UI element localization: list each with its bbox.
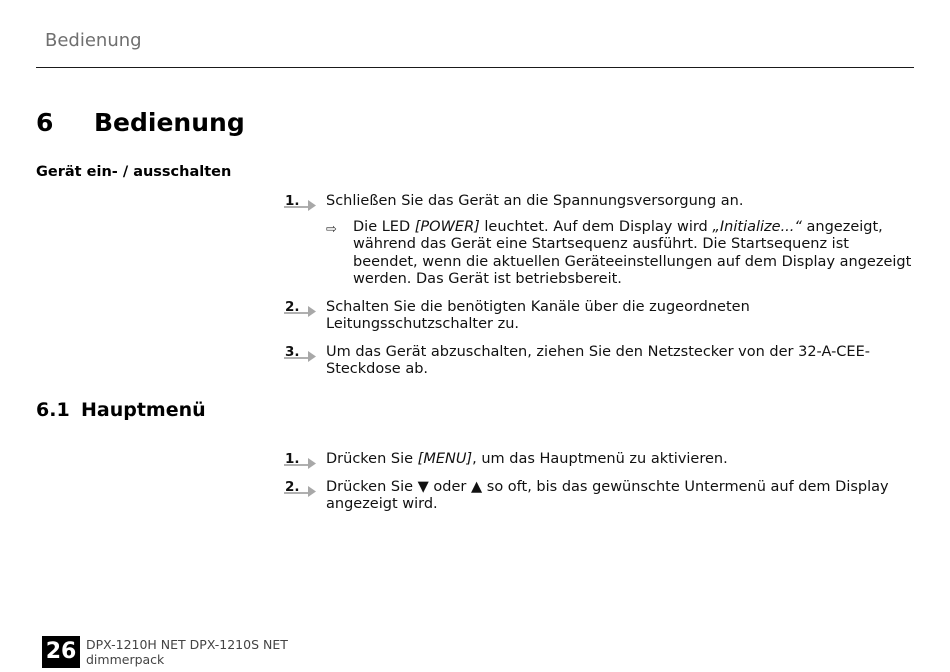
- footer-product-name: DPX-1210H NET DPX-1210S NET: [86, 637, 288, 652]
- step-item: [284, 299, 914, 334]
- step-arrow-icon: [284, 484, 318, 498]
- power-led-label: [POWER]: [414, 218, 480, 235]
- step-text: so oft, bis das gewünschte Untermenü auf dem Display angezeigt wird.: [326, 478, 889, 512]
- footer-product-type: dimmerpack: [86, 652, 165, 667]
- step-marker: [284, 479, 320, 497]
- step-text: Drücken Sie: [326, 478, 418, 495]
- step-marker: [284, 193, 320, 211]
- step-marker: [284, 299, 320, 317]
- step-item: [284, 193, 914, 211]
- step-text: , um das Hauptmenü zu aktivieren.: [472, 451, 728, 467]
- step-marker: [284, 344, 320, 362]
- step-number: 1.: [285, 451, 300, 467]
- step-number: 2.: [285, 298, 300, 315]
- step-item: [284, 479, 914, 514]
- section-heading: [36, 399, 206, 421]
- page-number: 26: [42, 636, 80, 668]
- step-marker: [284, 451, 320, 469]
- footer-product: [86, 637, 288, 667]
- menu-button-label: [MENU]: [417, 451, 473, 467]
- chapter-title: Bedienung: [94, 108, 245, 137]
- step-arrow-icon: [284, 198, 318, 212]
- result-text: Die LED: [353, 218, 415, 235]
- step-number: 2.: [285, 478, 300, 495]
- power-steps: [284, 193, 914, 389]
- running-header: Bedienung: [45, 30, 142, 51]
- result-item: [284, 219, 914, 289]
- step-text: Schließen Sie das Gerät an die Spannungsversorgung an.: [326, 193, 744, 209]
- step-arrow-icon: [284, 304, 318, 318]
- section-title: Hauptmenü: [81, 399, 206, 421]
- chapter-number: 6: [36, 108, 54, 137]
- initialize-label: „Initialize...“: [712, 218, 802, 235]
- step-text: Drücken Sie: [326, 451, 418, 467]
- step-item: [284, 451, 914, 469]
- step-text: Um das Gerät abzuschalten, ziehen Sie den Netzstecker von der 32-A-CEE-Steckdose ab.: [326, 343, 870, 377]
- result-text: angezeigt, während das Gerät eine Startsequenz ausführt. Die Startsequenz ist beendet, wenn die aktuellen Geräteeinstellungen auf dem Display angezeigt werden. Das Gerät ist betriebsbereit.: [353, 218, 912, 287]
- up-arrow-icon: ▲: [471, 478, 483, 495]
- step-arrow-icon: [284, 349, 318, 363]
- step-number: 3.: [285, 343, 300, 360]
- chapter-heading: [36, 108, 245, 137]
- menu-steps: [284, 451, 914, 524]
- step-text: Schalten Sie die benötigten Kanäle über die zugeordneten Leitungsschutzschalter zu.: [326, 298, 750, 332]
- down-arrow-icon: ▼: [417, 478, 429, 495]
- header-divider: [36, 67, 914, 68]
- power-subheading: Gerät ein- / ausschalten: [36, 164, 232, 180]
- section-number: 6.1: [36, 399, 70, 421]
- result-text: leuchtet. Auf dem Display wird: [479, 218, 713, 235]
- step-item: [284, 344, 914, 379]
- step-arrow-icon: [284, 456, 318, 470]
- step-text: oder: [428, 478, 471, 495]
- result-arrow-icon: ⇨: [326, 221, 337, 237]
- step-number: 1.: [285, 193, 300, 209]
